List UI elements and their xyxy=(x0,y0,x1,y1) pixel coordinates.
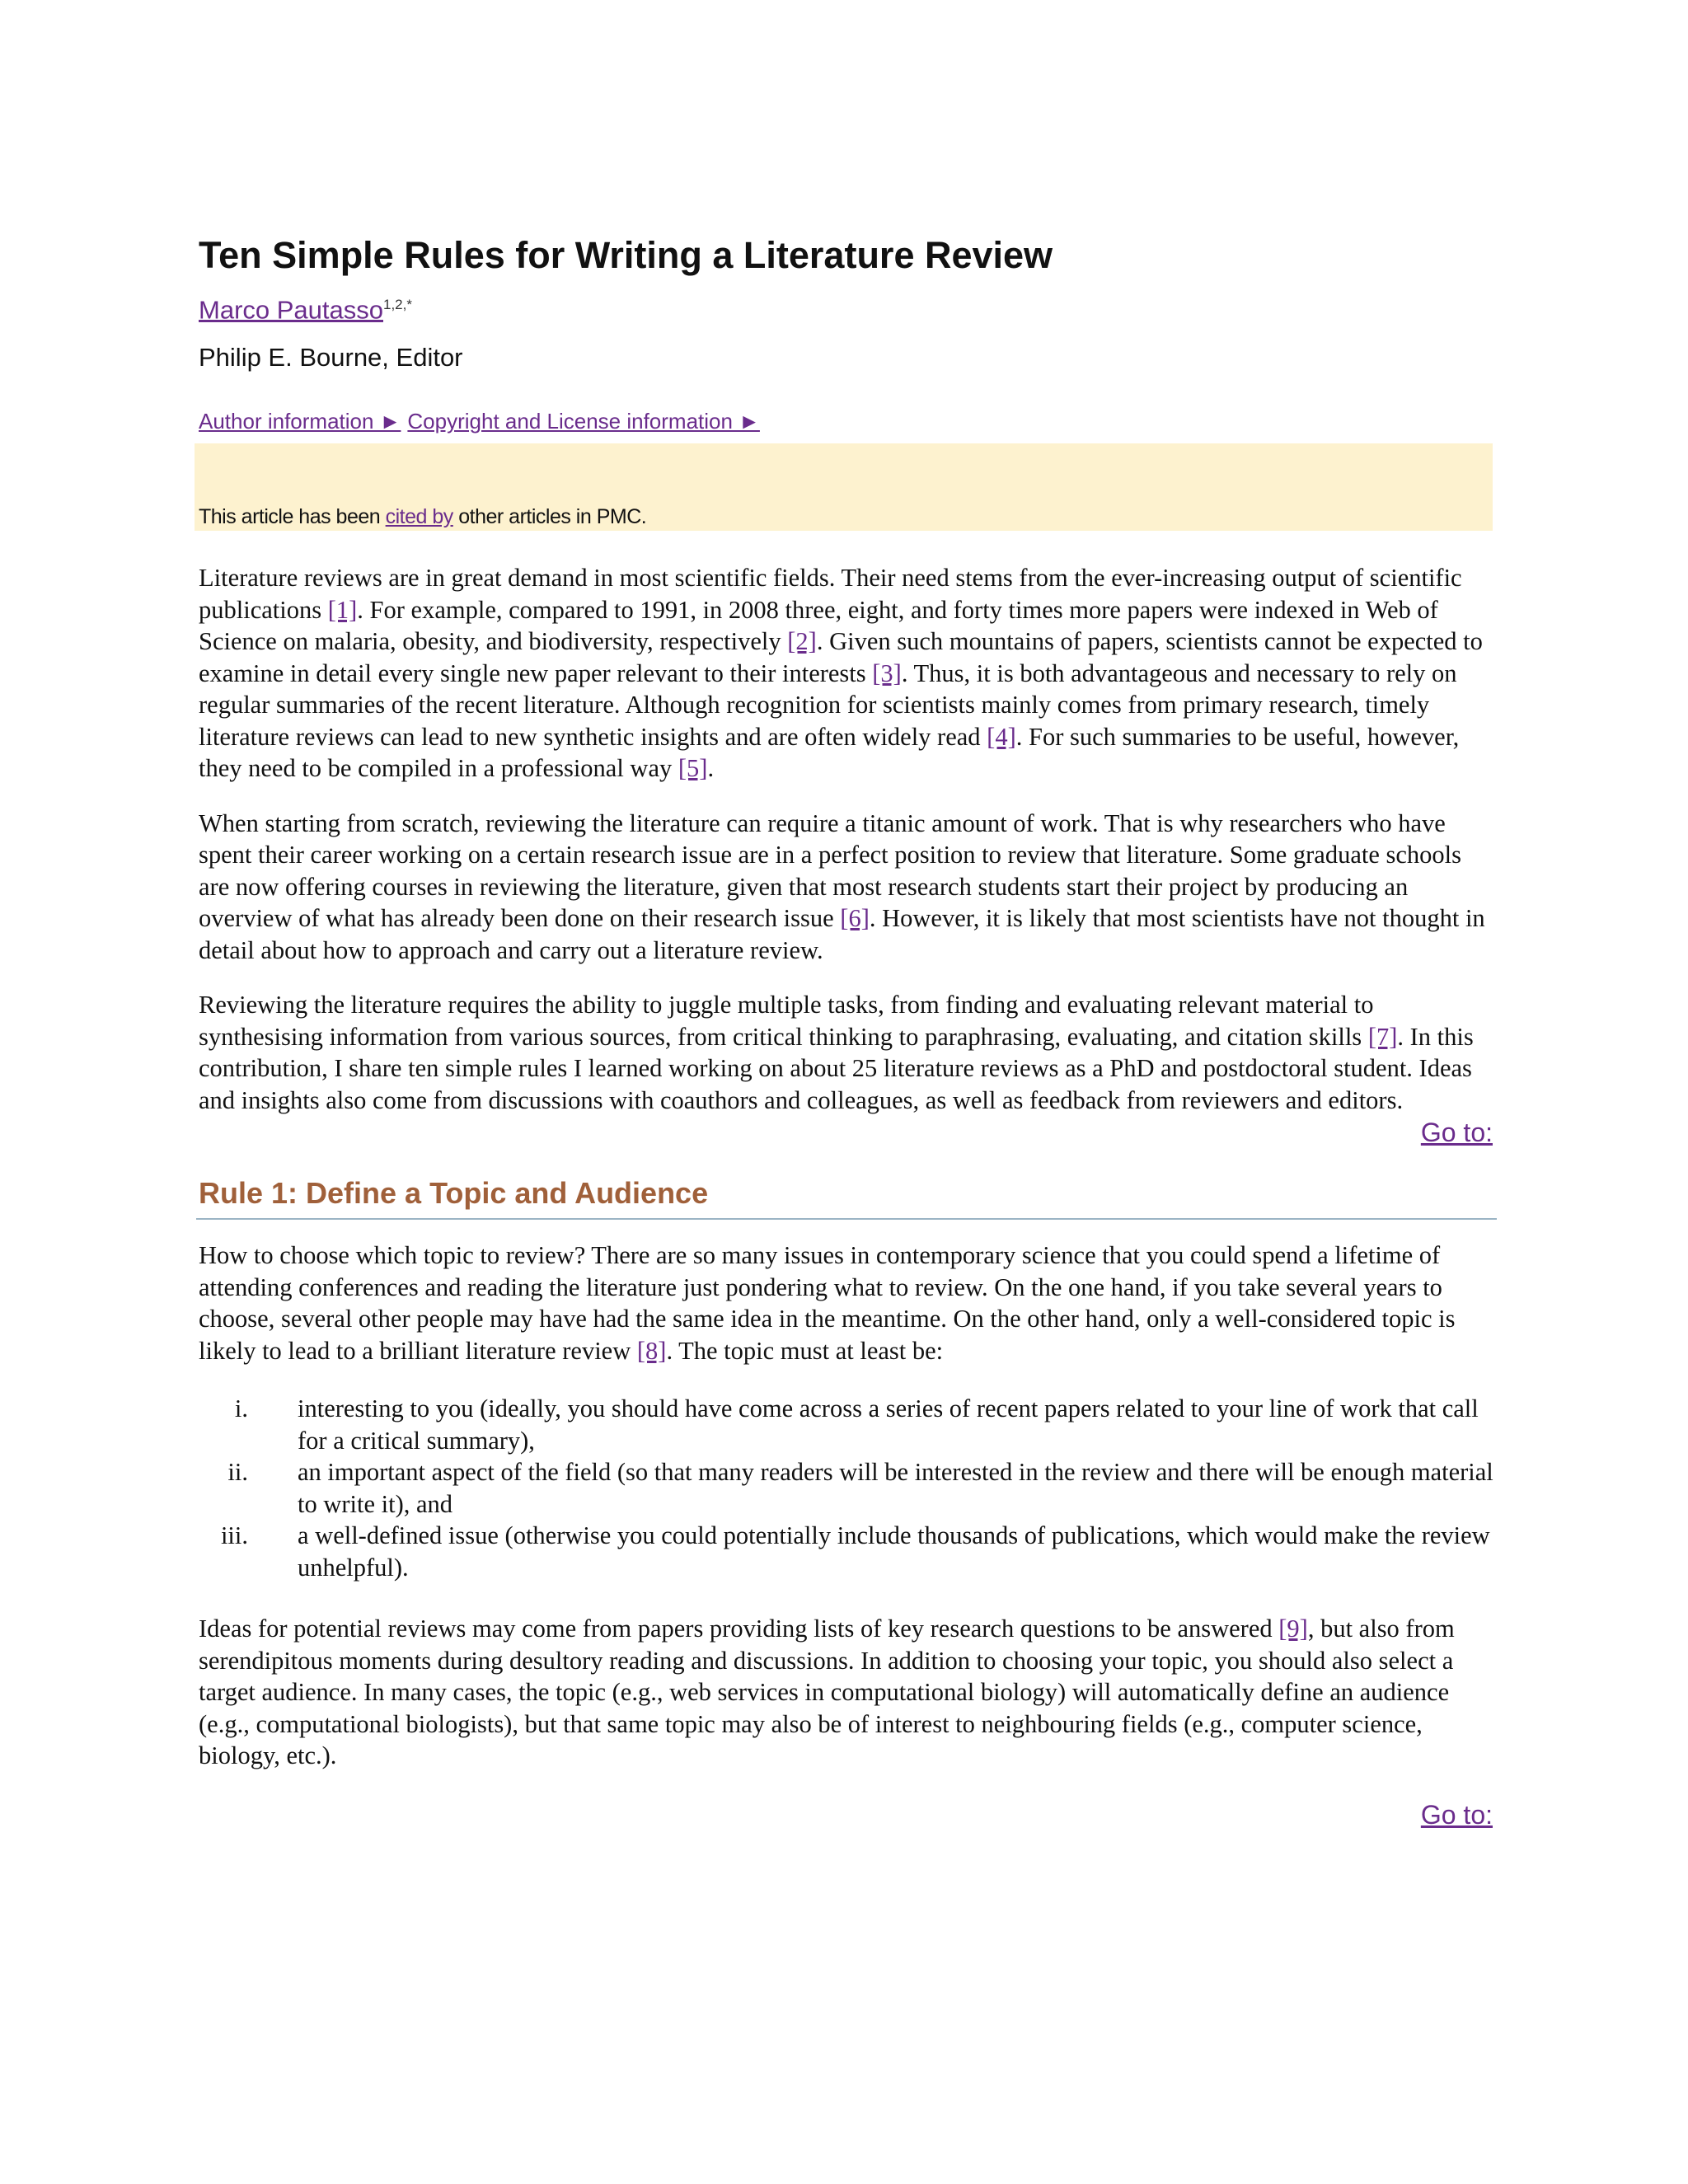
citation-link-9[interactable]: [9] xyxy=(1278,1615,1308,1643)
citation-link-1[interactable]: [1] xyxy=(327,595,358,624)
citation-link-3[interactable]: [3] xyxy=(872,658,902,687)
cited-by-link[interactable]: cited by xyxy=(385,505,453,529)
rule1-section xyxy=(199,1240,1497,1772)
info-links xyxy=(199,407,1497,435)
citation-link-5[interactable]: [5] xyxy=(678,754,708,783)
intro-paragraph-3: Reviewing the literature requires the ability to juggle multiple tasks, from finding and evaluating relevant material to synthesising information from various sources, from critical thinking to paraphrasing, evaluating, and citation skills [7]. In this contribution, I share ten simple rules I learned working on about 25 literature reviews as a PhD and postdoctoral student. Ideas and insights also come from discussions with coauthors and colleagues, as well as feedback from reviewers and editors. xyxy=(199,991,1474,1114)
author-information-link[interactable]: Author information ► xyxy=(199,409,401,434)
article-title: Ten Simple Rules for Writing a Literature Review xyxy=(199,234,1053,276)
citation-link-6[interactable]: [6] xyxy=(840,904,870,933)
cited-by-banner xyxy=(195,443,1493,531)
citation-link-8[interactable]: [8] xyxy=(636,1336,667,1365)
intro-paragraph-2: When starting from scratch, reviewing the literature can require a titanic amount of work. That is why researchers who have spent their career working on a certain research issue are in a perfect position to review that literature. Some graduate schools are now offering courses in reviewing the literature, given that most research students start their project by producing an overview of what has already been done on their research issue [6]. However, it is likely that most scientists have not thought in detail about how to approach and carry out a literature review. xyxy=(199,808,1485,964)
list-item: ii. an important aspect of the field (so that many readers will be interested in the review and there will be enough material to write it), and xyxy=(227,1458,1493,1518)
author-line xyxy=(199,288,1497,326)
list-item: i. interesting to you (ideally, you should have come across a series of recent papers related to your line of work that call for a critical summary), xyxy=(234,1394,1479,1455)
author-link[interactable]: Marco Pautasso xyxy=(199,295,383,325)
article-page xyxy=(199,231,1497,1831)
rule1-heading: Rule 1: Define a Topic and Audience xyxy=(199,1176,709,1211)
goto-menu-2 xyxy=(199,1798,1497,1831)
citation-link-7[interactable]: [7] xyxy=(1367,1022,1398,1051)
rule1-paragraph-1: How to choose which topic to review? There are so many issues in contemporary science that you could spend a lifetime of attending conferences and reading the literature just pondering what to review. On the one hand, if you take several years to choose, several other people may have had the same idea in the meantime. On the other hand, only a well-considered topic is likely to lead to a brilliant literature review [8]. The topic must at least be: xyxy=(199,1241,1456,1365)
section-divider xyxy=(196,1218,1497,1220)
intro-section xyxy=(199,562,1497,1116)
copyright-license-link[interactable]: Copyright and License information ► xyxy=(407,409,760,434)
author-affiliation-sup: 1,2,* xyxy=(383,297,412,312)
rule1-paragraph-2: Ideas for potential reviews may come from papers providing lists of key research questions to be answered [9], but also from serendipitous moments during desultory reading and discussions. In addition to choosing your topic, you should also select a target audience. In many cases, the topic (e.g., web services in computational biology) will automatically define an audience (e.g., computational biologists), but that same topic may also be of interest to neighbouring fields (e.g., computer science, biology, etc.). xyxy=(199,1615,1455,1770)
citation-link-4[interactable]: [4] xyxy=(987,722,1016,751)
cited-by-text: This article has been cited by other articles in PMC. xyxy=(199,505,647,529)
goto-link[interactable]: Go to: xyxy=(1420,1118,1493,1148)
list-item: iii. a well-defined issue (otherwise you could potentially include thousands of publications, which would make the review unhelpful). xyxy=(220,1521,1490,1582)
goto-link[interactable]: Go to: xyxy=(1420,1799,1493,1830)
goto-menu-1 xyxy=(199,1116,1497,1149)
citation-link-2[interactable]: [2] xyxy=(787,627,817,656)
editor-line: Philip E. Bourne, Editor xyxy=(199,343,463,373)
topic-criteria-list xyxy=(199,1393,1497,1583)
intro-paragraph-1: Literature reviews are in great demand in most scientific fields. Their need stems from the ever-increasing output of scientific publications [1]. For example, compared to 1991, in 2008 three, eight, and forty times more papers were indexed in Web of Science on malaria, obesity, and biodiversity, respectively [2]. Given such mountains of papers, scientists cannot be expected to examine in detail every single new paper relevant to their interests [3]. Thus, it is both advantageous and necessary to rely on regular summaries of the recent literature. Although recognition for scientists mainly comes from primary research, timely literature reviews can lead to new synthetic insights and are often widely read [4]. For such summaries to be useful, however, they need to be compiled in a professional way [5]. xyxy=(199,564,1483,783)
